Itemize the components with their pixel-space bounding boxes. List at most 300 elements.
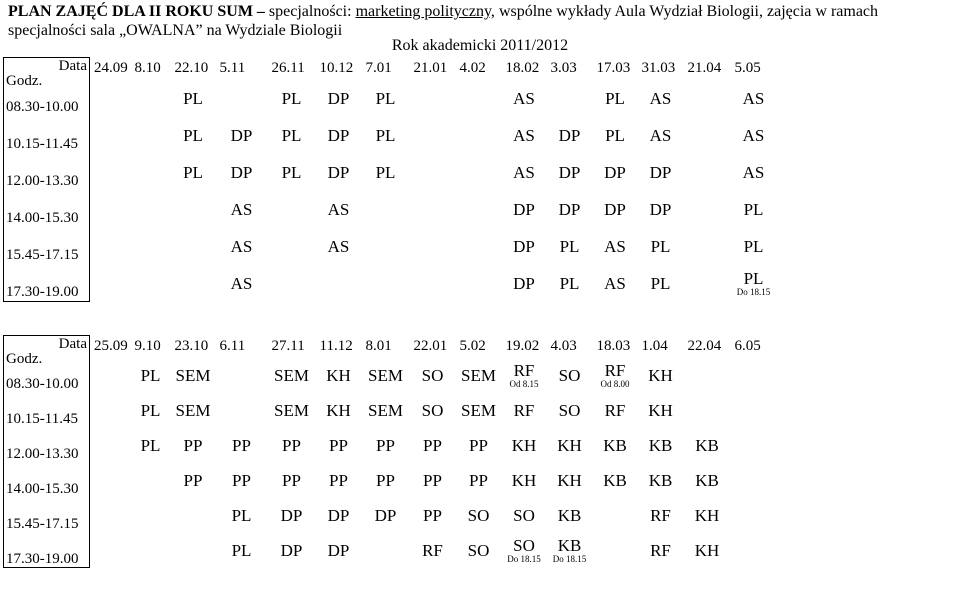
schedule-cell bbox=[90, 533, 131, 568]
time-slot: 12.00-13.30 bbox=[6, 445, 79, 462]
schedule-cell bbox=[456, 117, 502, 154]
date-header: 18.03 bbox=[596, 338, 631, 354]
schedule-cell bbox=[410, 463, 456, 498]
schedule-cell bbox=[131, 428, 171, 463]
course-code: DP bbox=[558, 125, 581, 145]
schedule-cell bbox=[731, 191, 777, 228]
course-code: AS bbox=[230, 199, 253, 219]
schedule-cell bbox=[90, 117, 131, 154]
course-code: PP bbox=[423, 435, 442, 455]
date-header: 6.11 bbox=[219, 338, 246, 354]
header-line-1 bbox=[8, 2, 878, 21]
schedule-cell bbox=[171, 154, 216, 191]
schedule-cell bbox=[90, 80, 131, 117]
schedule-cell bbox=[362, 117, 410, 154]
schedule-cell bbox=[638, 80, 684, 117]
schedule-cell bbox=[316, 393, 362, 428]
schedule-cell bbox=[547, 358, 593, 393]
date-header: 1.04 bbox=[641, 338, 668, 354]
course-code: PP bbox=[376, 470, 395, 490]
schedule-cell bbox=[216, 463, 268, 498]
schedule-cell bbox=[684, 358, 731, 393]
cell-note: Do 18.15 bbox=[736, 286, 771, 297]
course-code: PL bbox=[559, 273, 580, 293]
course-code: DP bbox=[280, 540, 303, 560]
schedule-cell bbox=[410, 228, 456, 265]
schedule-cell bbox=[90, 265, 131, 302]
course-code: DP bbox=[230, 125, 253, 145]
time-slot: 14.00-15.30 bbox=[6, 480, 79, 497]
schedule-cell bbox=[456, 265, 502, 302]
schedule-cell bbox=[216, 428, 268, 463]
schedule-cell bbox=[268, 117, 316, 154]
schedule-cell bbox=[731, 533, 777, 568]
course-code: PL bbox=[183, 125, 203, 145]
date-header: 11.12 bbox=[319, 338, 353, 354]
time-slot: 17.30-19.00 bbox=[6, 283, 79, 300]
course-code: RF bbox=[604, 400, 626, 420]
schedule-cell bbox=[316, 117, 362, 154]
time-row bbox=[4, 191, 777, 228]
course-code: KH bbox=[648, 365, 673, 385]
time-slot: 08.30-10.00 bbox=[6, 375, 79, 392]
schedule-cell bbox=[638, 533, 684, 568]
schedule-cell bbox=[684, 191, 731, 228]
schedule-cell bbox=[410, 265, 456, 302]
course-code: PP bbox=[469, 435, 488, 455]
schedule-cell bbox=[216, 265, 268, 302]
schedule-cell bbox=[684, 265, 731, 302]
course-code: DP bbox=[230, 162, 253, 182]
time-row bbox=[4, 228, 777, 265]
schedule-cell bbox=[502, 191, 547, 228]
time-row bbox=[4, 498, 777, 533]
schedule-cell bbox=[593, 154, 638, 191]
schedule-cell bbox=[362, 463, 410, 498]
schedule-table-2 bbox=[3, 335, 777, 568]
header-line-2: specjalności sala „OWALNA” na Wydziale Biologii bbox=[8, 22, 343, 39]
schedule-grid bbox=[3, 57, 777, 302]
time-slot: 14.00-15.30 bbox=[6, 209, 79, 226]
schedule-cell bbox=[502, 358, 547, 393]
schedule-cell bbox=[316, 154, 362, 191]
schedule-cell bbox=[216, 117, 268, 154]
date-row bbox=[4, 58, 777, 80]
schedule-cell bbox=[216, 191, 268, 228]
course-code: DP bbox=[327, 505, 350, 525]
schedule-cell bbox=[638, 117, 684, 154]
course-code: DP bbox=[513, 199, 535, 219]
date-header: 21.01 bbox=[413, 60, 448, 76]
course-code: SEM bbox=[274, 365, 309, 385]
time-row bbox=[4, 358, 777, 393]
course-code: KB bbox=[648, 470, 673, 490]
course-code: PP bbox=[232, 470, 251, 490]
course-code: KH bbox=[557, 435, 582, 455]
course-code: KH bbox=[511, 435, 537, 455]
schedule-cell bbox=[410, 191, 456, 228]
course-code: RF bbox=[422, 540, 443, 560]
schedule-cell bbox=[502, 393, 547, 428]
course-code: AS bbox=[513, 88, 535, 108]
course-code: PL bbox=[231, 540, 252, 560]
schedule-cell bbox=[216, 533, 268, 568]
course-code: DP bbox=[604, 162, 626, 182]
time-row bbox=[4, 393, 777, 428]
header-spec-label: specjalności: bbox=[268, 3, 352, 20]
schedule-cell bbox=[268, 393, 316, 428]
course-code: PP bbox=[423, 470, 442, 490]
schedule-cell bbox=[131, 191, 171, 228]
schedule-cell bbox=[456, 393, 502, 428]
course-code: KH bbox=[694, 540, 720, 560]
course-code: PL bbox=[140, 365, 161, 385]
time-row bbox=[4, 533, 777, 568]
schedule-cell bbox=[268, 428, 316, 463]
date-header: 5.02 bbox=[459, 338, 486, 354]
course-code: PL bbox=[375, 88, 396, 108]
data-label: Data bbox=[58, 58, 87, 74]
schedule-cell bbox=[316, 228, 362, 265]
schedule-cell bbox=[362, 533, 410, 568]
date-header: 22.10 bbox=[174, 60, 209, 76]
course-code: AS bbox=[230, 236, 253, 256]
date-header: 22.04 bbox=[687, 338, 722, 354]
schedule-cell bbox=[638, 228, 684, 265]
course-code: PL bbox=[140, 435, 161, 455]
schedule-cell bbox=[316, 463, 362, 498]
schedule-cell bbox=[316, 428, 362, 463]
course-code: PL bbox=[375, 125, 396, 145]
schedule-cell bbox=[171, 533, 216, 568]
time-column bbox=[4, 58, 90, 302]
schedule-cell bbox=[90, 228, 131, 265]
schedule-table-1 bbox=[3, 57, 777, 302]
schedule-cell bbox=[456, 463, 502, 498]
schedule-cell bbox=[502, 428, 547, 463]
course-code: SO bbox=[467, 540, 490, 560]
schedule-cell bbox=[90, 393, 131, 428]
schedule-cell bbox=[171, 358, 216, 393]
schedule-cell bbox=[456, 228, 502, 265]
course-code: PL bbox=[605, 125, 625, 145]
course-code: PL bbox=[140, 400, 161, 420]
godz-label: Godz. bbox=[6, 73, 43, 89]
date-header: 6.05 bbox=[734, 338, 761, 354]
schedule-cell bbox=[547, 154, 593, 191]
schedule-cell bbox=[547, 117, 593, 154]
course-code: PP bbox=[183, 435, 203, 455]
course-code: AS bbox=[604, 236, 626, 256]
course-code: PL bbox=[281, 162, 302, 182]
time-column bbox=[4, 336, 90, 568]
course-code: KB bbox=[557, 505, 582, 525]
date-header: 5.05 bbox=[734, 60, 761, 76]
schedule-cell bbox=[547, 498, 593, 533]
date-header: 18.02 bbox=[505, 60, 540, 76]
course-code: PP bbox=[376, 435, 395, 455]
course-code: SEM bbox=[274, 400, 309, 420]
course-code: SEM bbox=[461, 400, 496, 420]
course-code: PL bbox=[281, 125, 302, 145]
schedule-cell bbox=[362, 154, 410, 191]
course-code: AS bbox=[742, 162, 765, 182]
schedule-cell bbox=[456, 498, 502, 533]
schedule-cell bbox=[216, 80, 268, 117]
schedule-cell bbox=[268, 191, 316, 228]
schedule-cell bbox=[638, 191, 684, 228]
course-code: PP bbox=[423, 505, 442, 525]
course-code: KH bbox=[511, 470, 537, 490]
course-code: SEM bbox=[175, 365, 211, 385]
course-code: AS bbox=[230, 273, 253, 293]
schedule-cell bbox=[316, 265, 362, 302]
schedule-cell bbox=[90, 498, 131, 533]
schedule-cell bbox=[638, 154, 684, 191]
schedule-cell bbox=[731, 80, 777, 117]
time-slot: 15.45-17.15 bbox=[6, 246, 79, 263]
course-code: SEM bbox=[368, 400, 403, 420]
schedule-cell bbox=[362, 80, 410, 117]
schedule-cell bbox=[216, 358, 268, 393]
schedule-cell bbox=[316, 191, 362, 228]
schedule-cell bbox=[171, 428, 216, 463]
schedule-cell bbox=[171, 228, 216, 265]
schedule-cell bbox=[268, 498, 316, 533]
schedule-cell bbox=[216, 393, 268, 428]
schedule-cell bbox=[171, 463, 216, 498]
course-code: DP bbox=[513, 273, 535, 293]
time-slot: 10.15-11.45 bbox=[6, 135, 78, 152]
course-code: DP bbox=[649, 199, 672, 219]
course-code: PL bbox=[605, 88, 625, 108]
schedule-cell bbox=[268, 533, 316, 568]
course-code: AS bbox=[604, 273, 626, 293]
schedule-cell bbox=[131, 393, 171, 428]
time-row bbox=[4, 463, 777, 498]
schedule-cell bbox=[547, 80, 593, 117]
schedule-cell bbox=[684, 117, 731, 154]
header-rest: wspólne wykłady Aula Wydział Biologii, zajęcia w ramach bbox=[498, 3, 879, 20]
schedule-cell bbox=[362, 498, 410, 533]
cell-note: Od 8.15 bbox=[509, 378, 539, 389]
course-code: KB bbox=[603, 435, 627, 455]
course-code: AS bbox=[649, 125, 672, 145]
schedule-cell bbox=[131, 358, 171, 393]
course-code: PL bbox=[743, 268, 764, 288]
course-code: RF bbox=[650, 505, 671, 525]
schedule-cell bbox=[731, 463, 777, 498]
schedule-cell bbox=[362, 228, 410, 265]
course-code: SO bbox=[467, 505, 490, 525]
schedule-cell bbox=[593, 428, 638, 463]
schedule-cell bbox=[593, 533, 638, 568]
course-code: SO bbox=[513, 505, 535, 525]
schedule-cell bbox=[456, 80, 502, 117]
schedule-cell bbox=[456, 154, 502, 191]
date-header: 9.10 bbox=[134, 338, 161, 354]
course-code: PP bbox=[232, 435, 251, 455]
course-code: RF bbox=[604, 360, 626, 380]
schedule-cell bbox=[171, 498, 216, 533]
date-header: 7.01 bbox=[365, 60, 392, 76]
schedule-cell bbox=[410, 154, 456, 191]
schedule-cell bbox=[410, 393, 456, 428]
course-code: SO bbox=[558, 365, 581, 385]
course-code: KH bbox=[557, 470, 582, 490]
schedule-cell bbox=[684, 228, 731, 265]
time-row bbox=[4, 428, 777, 463]
course-code: PP bbox=[329, 470, 348, 490]
course-code: PL bbox=[281, 88, 302, 108]
schedule-cell bbox=[131, 265, 171, 302]
schedule-cell bbox=[410, 428, 456, 463]
course-code: PP bbox=[469, 470, 488, 490]
schedule-cell bbox=[90, 428, 131, 463]
schedule-cell bbox=[171, 80, 216, 117]
time-row bbox=[4, 265, 777, 302]
course-code: DP bbox=[327, 540, 350, 560]
schedule-cell bbox=[362, 265, 410, 302]
schedule-cell bbox=[731, 358, 777, 393]
schedule-cell bbox=[731, 117, 777, 154]
date-header: 4.03 bbox=[550, 338, 577, 354]
schedule-cell bbox=[593, 80, 638, 117]
header-spec-name: marketing polityczny, bbox=[355, 3, 495, 20]
schedule-cell bbox=[638, 393, 684, 428]
course-code: AS bbox=[513, 125, 535, 145]
date-header: 22.01 bbox=[413, 338, 448, 354]
schedule-cell bbox=[731, 228, 777, 265]
time-row bbox=[4, 80, 777, 117]
course-code: RF bbox=[650, 540, 671, 560]
schedule-cell bbox=[410, 117, 456, 154]
schedule-cell bbox=[593, 265, 638, 302]
time-row bbox=[4, 117, 777, 154]
date-header: 23.10 bbox=[174, 338, 209, 354]
schedule-cell bbox=[456, 533, 502, 568]
course-code: KB bbox=[648, 435, 673, 455]
schedule-cell bbox=[731, 393, 777, 428]
course-code: DP bbox=[327, 125, 350, 145]
date-row bbox=[4, 336, 777, 358]
schedule-cell bbox=[593, 498, 638, 533]
time-slot: 15.45-17.15 bbox=[6, 515, 79, 532]
schedule-cell bbox=[638, 358, 684, 393]
schedule-cell bbox=[684, 533, 731, 568]
schedule-cell bbox=[456, 428, 502, 463]
schedule-cell bbox=[502, 80, 547, 117]
course-code: RF bbox=[513, 400, 535, 420]
schedule-cell bbox=[547, 191, 593, 228]
course-code: PL bbox=[375, 162, 396, 182]
course-code: KB bbox=[695, 470, 719, 490]
time-slot: 10.15-11.45 bbox=[6, 410, 78, 427]
date-header: 24.09 bbox=[94, 60, 128, 76]
schedule-cell bbox=[547, 463, 593, 498]
course-code: PL bbox=[743, 236, 764, 256]
schedule-cell bbox=[90, 154, 131, 191]
course-code: PL bbox=[231, 505, 252, 525]
schedule-cell bbox=[268, 154, 316, 191]
course-code: DP bbox=[513, 236, 535, 256]
course-code: SO bbox=[513, 535, 535, 555]
schedule-cell bbox=[90, 463, 131, 498]
academic-year: Rok akademicki 2011/2012 bbox=[391, 37, 569, 54]
schedule-cell bbox=[547, 533, 593, 568]
schedule-cell bbox=[456, 191, 502, 228]
schedule-grid bbox=[3, 335, 777, 568]
course-code: PL bbox=[183, 88, 203, 108]
schedule-cell bbox=[684, 393, 731, 428]
course-code: SO bbox=[421, 400, 444, 420]
schedule-cell bbox=[410, 358, 456, 393]
cell-note: Do 18.15 bbox=[507, 553, 541, 564]
schedule-cell bbox=[171, 191, 216, 228]
schedule-cell bbox=[684, 463, 731, 498]
date-header: 26.11 bbox=[271, 60, 305, 76]
course-code: KH bbox=[694, 505, 720, 525]
course-code: KH bbox=[326, 365, 351, 385]
schedule-cell bbox=[90, 358, 131, 393]
course-code: KB bbox=[695, 435, 719, 455]
schedule-cell bbox=[316, 498, 362, 533]
course-code: KH bbox=[326, 400, 351, 420]
schedule-cell bbox=[684, 80, 731, 117]
schedule-cell bbox=[268, 80, 316, 117]
schedule-cell bbox=[171, 265, 216, 302]
date-header: 8.01 bbox=[365, 338, 392, 354]
course-code: PL bbox=[650, 273, 671, 293]
schedule-cell bbox=[410, 498, 456, 533]
schedule-cell bbox=[593, 191, 638, 228]
schedule-cell bbox=[502, 228, 547, 265]
schedule-cell bbox=[638, 498, 684, 533]
schedule-cell bbox=[216, 154, 268, 191]
course-code: PL bbox=[650, 236, 671, 256]
schedule-cell bbox=[362, 358, 410, 393]
godz-label: Godz. bbox=[6, 351, 43, 367]
schedule-cell bbox=[547, 265, 593, 302]
schedule-cell bbox=[90, 191, 131, 228]
time-row bbox=[4, 154, 777, 191]
schedule-cell bbox=[547, 428, 593, 463]
schedule-cell bbox=[131, 533, 171, 568]
course-code: PP bbox=[282, 470, 301, 490]
schedule-cell bbox=[502, 533, 547, 568]
time-slot: 08.30-10.00 bbox=[6, 98, 79, 115]
schedule-cell bbox=[502, 117, 547, 154]
date-header: 10.12 bbox=[319, 60, 354, 76]
course-code: PP bbox=[183, 470, 203, 490]
schedule-cell bbox=[410, 80, 456, 117]
date-header: 17.03 bbox=[596, 60, 631, 76]
date-header: 31.03 bbox=[641, 60, 676, 76]
schedule-cell bbox=[638, 265, 684, 302]
schedule-cell bbox=[638, 463, 684, 498]
course-code: PL bbox=[183, 162, 203, 182]
course-code: AS bbox=[742, 125, 765, 145]
schedule-cell bbox=[502, 498, 547, 533]
schedule-cell bbox=[731, 428, 777, 463]
date-header: 19.02 bbox=[505, 338, 540, 354]
course-code: SO bbox=[558, 400, 581, 420]
schedule-cell bbox=[362, 191, 410, 228]
course-code: AS bbox=[327, 199, 350, 219]
schedule-cell bbox=[316, 358, 362, 393]
cell-note: Od 8.00 bbox=[600, 378, 630, 389]
course-code: AS bbox=[742, 88, 765, 108]
